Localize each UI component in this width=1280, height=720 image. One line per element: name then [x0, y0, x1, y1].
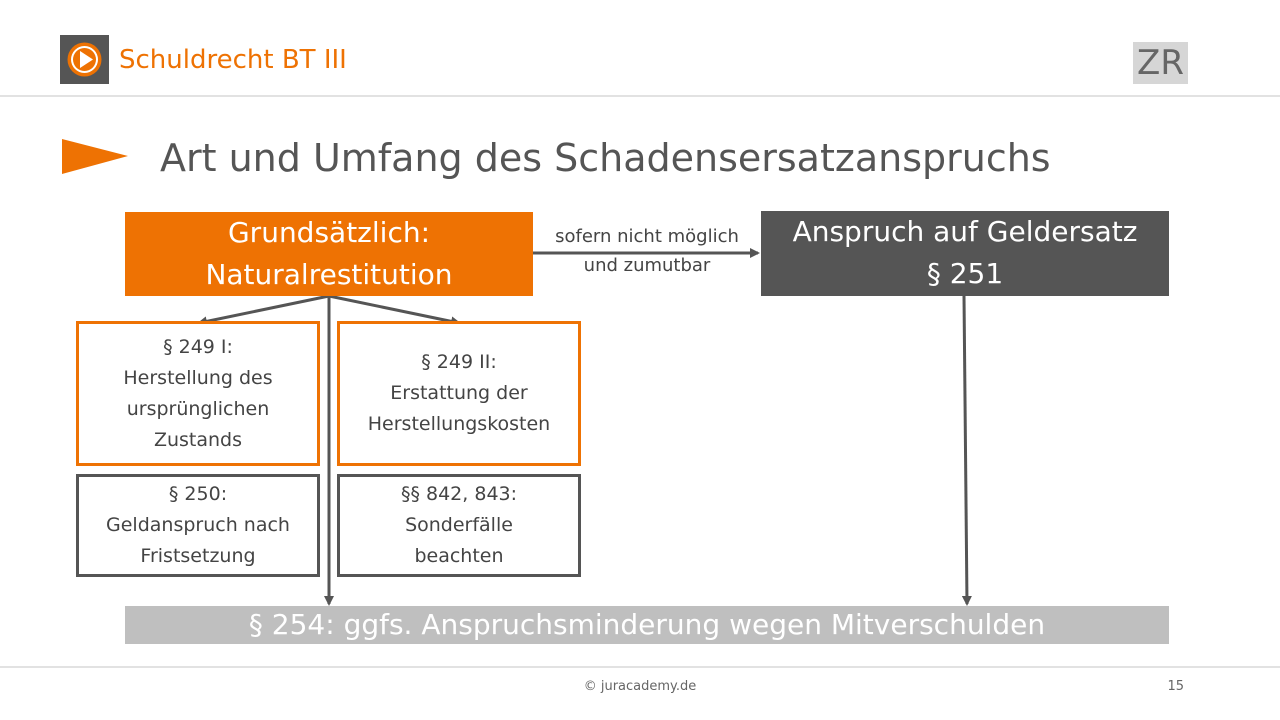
condition-label	[533, 222, 761, 280]
box-line: beachten	[414, 545, 504, 567]
play-icon	[60, 35, 109, 84]
zr-badge: ZR	[1133, 42, 1188, 84]
condition-line-2: und zumutbar	[583, 255, 711, 276]
box-line: § 249 I:	[163, 335, 233, 358]
slide-heading: Art und Umfang des Schadensersatzanspruchs	[160, 136, 1051, 180]
box-line: Sonderfälle	[405, 514, 513, 536]
principle-line-2: Naturalrestitution	[205, 258, 453, 291]
copyright: © juracademy.de	[583, 679, 697, 694]
box-line: Herstellungskosten	[367, 413, 551, 435]
box-249-1	[76, 321, 320, 466]
box-line: Herstellung des	[123, 366, 273, 389]
connector-alternative-to-254	[964, 296, 967, 604]
box-line: Zustands	[153, 428, 243, 451]
play-logo	[60, 35, 109, 84]
connector-principle-to-249-1	[199, 296, 329, 323]
box-line: Erstattung der	[390, 382, 528, 404]
principle-box	[125, 212, 533, 296]
bottom-bar-254: § 254: ggfs. Anspruchsminderung wegen Mitverschulden	[125, 606, 1169, 644]
box-line: § 250:	[168, 483, 228, 505]
condition-line-1: sofern nicht möglich	[555, 226, 739, 247]
heading-arrow-icon	[62, 139, 128, 175]
box-249-2	[337, 321, 581, 466]
alternative-line-2: § 251	[926, 257, 1004, 290]
header-divider	[0, 95, 1280, 97]
footer-divider	[0, 666, 1280, 668]
course-title: Schuldrecht BT III	[119, 45, 347, 75]
alternative-line-1: Anspruch auf Geldersatz	[792, 215, 1138, 248]
box-842-843	[337, 474, 581, 577]
box-line: §§ 842, 843:	[400, 483, 518, 505]
box-line: § 249 II:	[421, 351, 497, 373]
principle-line-1: Grundsätzlich:	[227, 216, 431, 249]
box-line: Geldanspruch nach	[106, 514, 290, 536]
alternative-box	[761, 211, 1169, 296]
box-250	[76, 474, 320, 577]
box-line: Fristsetzung	[140, 545, 256, 567]
connector-principle-to-249-2	[329, 296, 459, 323]
box-line: ursprünglichen	[126, 397, 270, 420]
page-number: 15	[1167, 679, 1184, 694]
